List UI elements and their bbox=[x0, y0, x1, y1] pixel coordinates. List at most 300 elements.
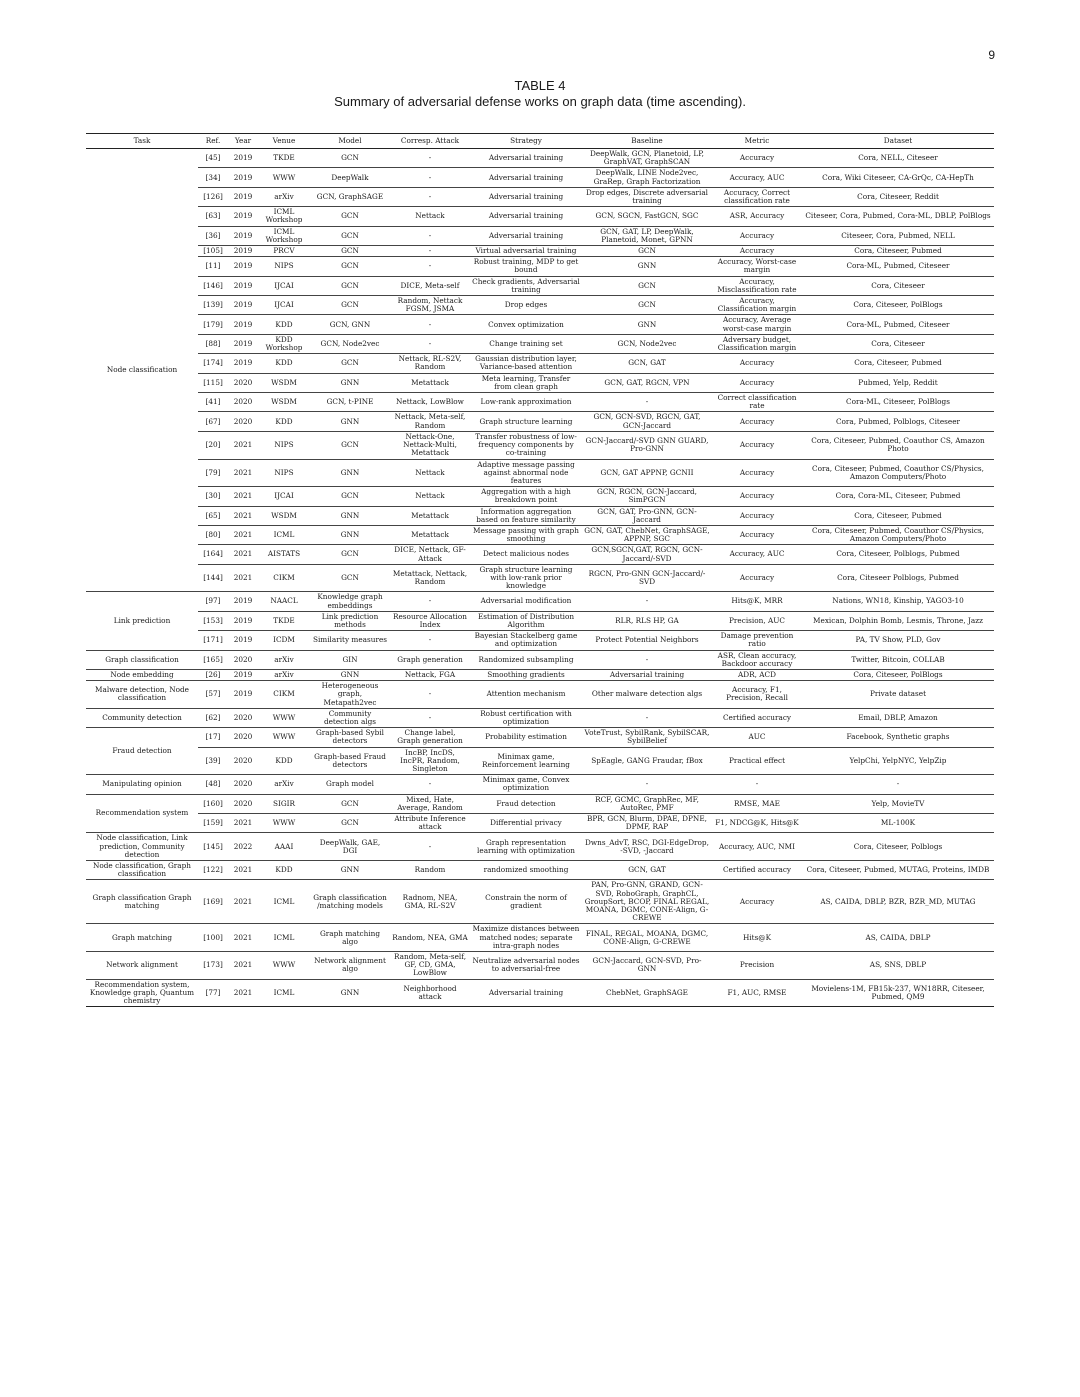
table-header-row bbox=[86, 134, 994, 149]
cell-year: 2019 bbox=[228, 187, 258, 206]
cell-strategy: Bayesian Stackelberg game and optimization bbox=[470, 631, 582, 650]
cell-venue: NIPS bbox=[258, 257, 310, 276]
cell-attack: Metattack bbox=[390, 525, 470, 544]
cell-venue: NIPS bbox=[258, 459, 310, 487]
cell-venue: ICDM bbox=[258, 631, 310, 650]
cell-metric: Certified accuracy bbox=[712, 861, 802, 880]
cell-venue: WWW bbox=[258, 814, 310, 833]
cell-ref: [122] bbox=[198, 861, 228, 880]
cell-ref: [153] bbox=[198, 611, 228, 630]
cell-ref: [34] bbox=[198, 168, 228, 187]
cell-task: Graph matching bbox=[86, 924, 198, 952]
cell-strategy: Convex optimization bbox=[470, 315, 582, 334]
cell-baseline: RLR, RLS HP, GA bbox=[582, 611, 712, 630]
table-row bbox=[86, 525, 994, 544]
cell-metric: Accuracy bbox=[712, 431, 802, 459]
cell-strategy: Randomized subsampling bbox=[470, 650, 582, 669]
cell-metric: Adversary budget, Classification margin bbox=[712, 334, 802, 353]
cell-metric: Accuracy bbox=[712, 880, 802, 924]
cell-metric: Accuracy bbox=[712, 149, 802, 168]
cell-baseline: SpEagle, GANG Fraudar, fBox bbox=[582, 747, 712, 775]
cell-strategy: Robust training, MDP to get bound bbox=[470, 257, 582, 276]
cell-attack: - bbox=[390, 334, 470, 353]
cell-strategy: Information aggregation based on feature similarity bbox=[470, 506, 582, 525]
cell-ref: [36] bbox=[198, 226, 228, 245]
table-row bbox=[86, 506, 994, 525]
cell-venue: WWW bbox=[258, 708, 310, 727]
cell-baseline: GCN-Jaccard/-SVD GNN GUARD, Pro-GNN bbox=[582, 431, 712, 459]
cell-year: 2020 bbox=[228, 412, 258, 431]
cell-attack: Attribute Inference attack bbox=[390, 814, 470, 833]
cell-strategy: Graph structure learning with low-rank prior knowledge bbox=[470, 564, 582, 592]
cell-venue: ICML Workshop bbox=[258, 226, 310, 245]
cell-dataset: AS, SNS, DBLP bbox=[802, 952, 994, 980]
cell-year: 2019 bbox=[228, 257, 258, 276]
cell-strategy: Message passing with graph smoothing bbox=[470, 525, 582, 544]
cell-task: Node embedding bbox=[86, 669, 198, 680]
header-task: Task bbox=[86, 134, 198, 149]
cell-year: 2021 bbox=[228, 924, 258, 952]
cell-metric: Hits@K, MRR bbox=[712, 592, 802, 611]
table-row bbox=[86, 775, 994, 794]
cell-baseline: GNN bbox=[582, 257, 712, 276]
cell-dataset: Cora-ML, Citeseer, PolBlogs bbox=[802, 393, 994, 412]
cell-year: 2019 bbox=[228, 681, 258, 709]
cell-model: Graph-based Fraud detectors bbox=[310, 747, 390, 775]
cell-ref: [173] bbox=[198, 952, 228, 980]
header-baseline: Baseline bbox=[582, 134, 712, 149]
cell-dataset: Private dataset bbox=[802, 681, 994, 709]
cell-model: GCN bbox=[310, 545, 390, 564]
cell-venue: arXiv bbox=[258, 650, 310, 669]
cell-ref: [144] bbox=[198, 564, 228, 592]
cell-attack: Resource Allocation Index bbox=[390, 611, 470, 630]
cell-ref: [30] bbox=[198, 487, 228, 506]
cell-metric: ASR, Clean accuracy, Backdoor accuracy bbox=[712, 650, 802, 669]
cell-year: 2019 bbox=[228, 334, 258, 353]
cell-attack: Random bbox=[390, 861, 470, 880]
cell-attack: IncBP, IncDS, IncPR, Random, Singleton bbox=[390, 747, 470, 775]
cell-venue: TKDE bbox=[258, 611, 310, 630]
cell-baseline: RGCN, Pro-GNN GCN-Jaccard/-SVD bbox=[582, 564, 712, 592]
cell-baseline: ChebNet, GraphSAGE bbox=[582, 979, 712, 1007]
cell-metric: Accuracy bbox=[712, 246, 802, 257]
cell-dataset: Pubmed, Yelp, Reddit bbox=[802, 373, 994, 392]
cell-model: Similarity measures bbox=[310, 631, 390, 650]
table-row bbox=[86, 257, 994, 276]
cell-dataset: Cora, Wiki Citeseer, CA-GrQc, CA-HepTh bbox=[802, 168, 994, 187]
cell-attack: Metattack bbox=[390, 373, 470, 392]
table-row bbox=[86, 747, 994, 775]
cell-task: Node classification bbox=[86, 149, 198, 592]
cell-venue: IJCAI bbox=[258, 296, 310, 315]
cell-attack: Nettack, Meta-self, Random bbox=[390, 412, 470, 431]
cell-attack: Nettack bbox=[390, 459, 470, 487]
cell-strategy: Estimation of Distribution Algorithm bbox=[470, 611, 582, 630]
table-row bbox=[86, 979, 994, 1007]
cell-metric: Practical effect bbox=[712, 747, 802, 775]
cell-ref: [171] bbox=[198, 631, 228, 650]
table-row bbox=[86, 487, 994, 506]
cell-metric: Accuracy, Classification margin bbox=[712, 296, 802, 315]
cell-model: GCN bbox=[310, 431, 390, 459]
cell-dataset: Yelp, MovieTV bbox=[802, 794, 994, 813]
cell-dataset: Cora, Citeseer, PolBlogs bbox=[802, 669, 994, 680]
cell-model: GNN bbox=[310, 373, 390, 392]
table-row bbox=[86, 246, 994, 257]
cell-year: 2019 bbox=[228, 276, 258, 295]
cell-attack: Graph generation bbox=[390, 650, 470, 669]
cell-attack: DICE, Meta-self bbox=[390, 276, 470, 295]
cell-year: 2019 bbox=[228, 354, 258, 373]
cell-year: 2021 bbox=[228, 459, 258, 487]
cell-metric: Accuracy, Correct classification rate bbox=[712, 187, 802, 206]
cell-strategy: Gaussian distribution layer, Variance-based attention bbox=[470, 354, 582, 373]
table-row bbox=[86, 334, 994, 353]
cell-baseline: GCN bbox=[582, 246, 712, 257]
cell-attack: Metattack, Nettack, Random bbox=[390, 564, 470, 592]
cell-task: Network alignment bbox=[86, 952, 198, 980]
cell-task: Malware detection, Node classification bbox=[86, 681, 198, 709]
cell-attack: Random, Meta-self, GF, CD, GMA, LowBlow bbox=[390, 952, 470, 980]
cell-ref: [11] bbox=[198, 257, 228, 276]
cell-metric: Accuracy bbox=[712, 459, 802, 487]
cell-attack: - bbox=[390, 149, 470, 168]
cell-ref: [164] bbox=[198, 545, 228, 564]
cell-baseline: - bbox=[582, 708, 712, 727]
cell-year: 2020 bbox=[228, 373, 258, 392]
cell-baseline: DeepWalk, LINE Node2vec, GraRep, Graph Factorization bbox=[582, 168, 712, 187]
cell-strategy: Change training set bbox=[470, 334, 582, 353]
table-label: TABLE 4 bbox=[514, 78, 566, 93]
table-row bbox=[86, 728, 994, 747]
cell-metric: ASR, Accuracy bbox=[712, 207, 802, 226]
cell-year: 2021 bbox=[228, 431, 258, 459]
cell-venue: ICML bbox=[258, 880, 310, 924]
cell-strategy: Minimax game, Convex optimization bbox=[470, 775, 582, 794]
cell-metric: Certified accuracy bbox=[712, 708, 802, 727]
cell-venue: arXiv bbox=[258, 669, 310, 680]
cell-strategy: Constrain the norm of gradient bbox=[470, 880, 582, 924]
cell-attack: Nettack, LowBlow bbox=[390, 393, 470, 412]
cell-dataset: Citeseer, Cora, Pubmed, Cora-ML, DBLP, PolBlogs bbox=[802, 207, 994, 226]
cell-ref: [17] bbox=[198, 728, 228, 747]
table-row bbox=[86, 168, 994, 187]
table-row bbox=[86, 669, 994, 680]
cell-metric: Accuracy bbox=[712, 506, 802, 525]
cell-strategy: Adversarial training bbox=[470, 187, 582, 206]
cell-year: 2019 bbox=[228, 669, 258, 680]
cell-attack: - bbox=[390, 631, 470, 650]
cell-venue: ICML bbox=[258, 979, 310, 1007]
cell-year: 2019 bbox=[228, 246, 258, 257]
table-row bbox=[86, 315, 994, 334]
cell-model: GNN bbox=[310, 669, 390, 680]
cell-attack: - bbox=[390, 187, 470, 206]
table-row bbox=[86, 592, 994, 611]
cell-metric: F1, AUC, RMSE bbox=[712, 979, 802, 1007]
cell-metric: Precision bbox=[712, 952, 802, 980]
cell-dataset: Facebook, Synthetic graphs bbox=[802, 728, 994, 747]
cell-metric: Accuracy, AUC bbox=[712, 545, 802, 564]
cell-metric: F1, NDCG@K, Hits@K bbox=[712, 814, 802, 833]
cell-venue: IJCAI bbox=[258, 276, 310, 295]
cell-attack: Random, NEA, GMA bbox=[390, 924, 470, 952]
cell-metric: Accuracy bbox=[712, 412, 802, 431]
cell-metric: Accuracy, Misclassification rate bbox=[712, 276, 802, 295]
cell-year: 2019 bbox=[228, 149, 258, 168]
cell-strategy: Virtual adversarial training bbox=[470, 246, 582, 257]
cell-strategy: Detect malicious nodes bbox=[470, 545, 582, 564]
cell-venue: WSDM bbox=[258, 393, 310, 412]
table-row bbox=[86, 354, 994, 373]
cell-strategy: Fraud detection bbox=[470, 794, 582, 813]
cell-venue: KDD bbox=[258, 412, 310, 431]
cell-year: 2021 bbox=[228, 952, 258, 980]
cell-ref: [174] bbox=[198, 354, 228, 373]
cell-venue: ICML Workshop bbox=[258, 207, 310, 226]
cell-strategy: Robust certification with optimization bbox=[470, 708, 582, 727]
cell-attack: DICE, Nettack, GF-Attack bbox=[390, 545, 470, 564]
cell-strategy: Adaptive message passing against abnormal node features bbox=[470, 459, 582, 487]
cell-strategy: Transfer robustness of low-frequency components by co-training bbox=[470, 431, 582, 459]
cell-strategy: Maximize distances between matched nodes; separate intra-graph nodes bbox=[470, 924, 582, 952]
cell-venue: CIKM bbox=[258, 564, 310, 592]
header-year: Year bbox=[228, 134, 258, 149]
cell-attack: - bbox=[390, 681, 470, 709]
cell-venue: NIPS bbox=[258, 431, 310, 459]
cell-model: GNN bbox=[310, 525, 390, 544]
table-row bbox=[86, 459, 994, 487]
cell-year: 2020 bbox=[228, 775, 258, 794]
cell-ref: [62] bbox=[198, 708, 228, 727]
cell-year: 2021 bbox=[228, 861, 258, 880]
cell-year: 2020 bbox=[228, 393, 258, 412]
header-metric: Metric bbox=[712, 134, 802, 149]
cell-venue: CIKM bbox=[258, 681, 310, 709]
cell-venue: ICML bbox=[258, 525, 310, 544]
cell-year: 2019 bbox=[228, 226, 258, 245]
cell-model: GCN bbox=[310, 487, 390, 506]
header-attack: Corresp. Attack bbox=[390, 134, 470, 149]
cell-dataset: YelpChi, YelpNYC, YelpZip bbox=[802, 747, 994, 775]
cell-ref: [65] bbox=[198, 506, 228, 525]
cell-dataset: Movielens-1M, FB15k-237, WN18RR, Citeseer, Pubmed, QM9 bbox=[802, 979, 994, 1007]
table-row bbox=[86, 545, 994, 564]
cell-model: GNN bbox=[310, 506, 390, 525]
cell-year: 2019 bbox=[228, 168, 258, 187]
cell-venue: WSDM bbox=[258, 373, 310, 392]
cell-strategy: Adversarial training bbox=[470, 226, 582, 245]
cell-strategy: Smoothing gradients bbox=[470, 669, 582, 680]
cell-model: GCN bbox=[310, 564, 390, 592]
cell-baseline: GCN, GAT, ChebNet, GraphSAGE, APPNP, SGC bbox=[582, 525, 712, 544]
table-caption bbox=[0, 78, 1080, 110]
table-row bbox=[86, 952, 994, 980]
cell-task: Recommendation system, Knowledge graph, Quantum chemistry bbox=[86, 979, 198, 1007]
cell-attack: - bbox=[390, 226, 470, 245]
cell-ref: [41] bbox=[198, 393, 228, 412]
cell-baseline: - bbox=[582, 393, 712, 412]
cell-attack: Change label, Graph generation bbox=[390, 728, 470, 747]
cell-ref: [126] bbox=[198, 187, 228, 206]
cell-year: 2022 bbox=[228, 833, 258, 861]
cell-venue: KDD bbox=[258, 315, 310, 334]
cell-year: 2021 bbox=[228, 979, 258, 1007]
table-row bbox=[86, 226, 994, 245]
cell-venue: arXiv bbox=[258, 187, 310, 206]
cell-model: GNN bbox=[310, 412, 390, 431]
cell-dataset: Email, DBLP, Amazon bbox=[802, 708, 994, 727]
cell-strategy: Drop edges bbox=[470, 296, 582, 315]
cell-venue: WWW bbox=[258, 728, 310, 747]
cell-metric: Hits@K bbox=[712, 924, 802, 952]
cell-baseline: GCN, GAT APPNP, GCNII bbox=[582, 459, 712, 487]
cell-venue: IJCAI bbox=[258, 487, 310, 506]
cell-attack: Nettack, RL-S2V, Random bbox=[390, 354, 470, 373]
cell-venue: WWW bbox=[258, 168, 310, 187]
cell-strategy: Graph representation learning with optimization bbox=[470, 833, 582, 861]
cell-dataset: Cora-ML, Pubmed, Citeseer bbox=[802, 257, 994, 276]
table-row bbox=[86, 611, 994, 630]
header-model: Model bbox=[310, 134, 390, 149]
cell-attack: - bbox=[390, 708, 470, 727]
cell-attack: - bbox=[390, 257, 470, 276]
cell-metric: - bbox=[712, 775, 802, 794]
cell-dataset: Cora, Citeseer, Pubmed bbox=[802, 246, 994, 257]
cell-baseline: - bbox=[582, 775, 712, 794]
cell-year: 2020 bbox=[228, 794, 258, 813]
cell-strategy: Adversarial modification bbox=[470, 592, 582, 611]
cell-dataset: Mexican, Dolphin Bomb, Lesmis, Throne, Jazz bbox=[802, 611, 994, 630]
cell-dataset: AS, CAIDA, DBLP, BZR, BZR_MD, MUTAG bbox=[802, 880, 994, 924]
cell-strategy: Minimax game, Reinforcement learning bbox=[470, 747, 582, 775]
cell-ref: [139] bbox=[198, 296, 228, 315]
cell-task: Fraud detection bbox=[86, 728, 198, 775]
header-dataset: Dataset bbox=[802, 134, 994, 149]
cell-metric: ADR, ACD bbox=[712, 669, 802, 680]
cell-metric: Accuracy bbox=[712, 354, 802, 373]
cell-baseline: Adversarial training bbox=[582, 669, 712, 680]
cell-ref: [105] bbox=[198, 246, 228, 257]
cell-baseline: Protect Potential Neighbors bbox=[582, 631, 712, 650]
cell-year: 2021 bbox=[228, 487, 258, 506]
table-row bbox=[86, 650, 994, 669]
cell-model: GNN bbox=[310, 979, 390, 1007]
cell-strategy: Neutralize adversarial nodes to adversarial-free bbox=[470, 952, 582, 980]
cell-dataset: Cora, Citeseer bbox=[802, 276, 994, 295]
cell-metric: Correct classification rate bbox=[712, 393, 802, 412]
cell-model: GCN bbox=[310, 296, 390, 315]
cell-baseline: - bbox=[582, 592, 712, 611]
cell-dataset: Cora, Citeseer Polblogs, Pubmed bbox=[802, 564, 994, 592]
cell-attack: - bbox=[390, 246, 470, 257]
cell-ref: [20] bbox=[198, 431, 228, 459]
cell-ref: [45] bbox=[198, 149, 228, 168]
cell-venue: PRCV bbox=[258, 246, 310, 257]
cell-baseline: GCN,SGCN,GAT, RGCN, GCN-Jaccard/-SVD bbox=[582, 545, 712, 564]
table-row bbox=[86, 412, 994, 431]
cell-model: Knowledge graph embeddings bbox=[310, 592, 390, 611]
cell-strategy: Graph structure learning bbox=[470, 412, 582, 431]
cell-venue: SIGIR bbox=[258, 794, 310, 813]
cell-attack: Radnom, NEA, GMA, RL-S2V bbox=[390, 880, 470, 924]
cell-ref: [39] bbox=[198, 747, 228, 775]
cell-attack: Random, Nettack FGSM, JSMA bbox=[390, 296, 470, 315]
cell-model: GCN bbox=[310, 257, 390, 276]
cell-attack: Nettack-One, Nettack-Multi, Metattack bbox=[390, 431, 470, 459]
cell-task: Node classification, Graph classification bbox=[86, 861, 198, 880]
cell-year: 2021 bbox=[228, 814, 258, 833]
cell-ref: [169] bbox=[198, 880, 228, 924]
cell-task: Graph classification bbox=[86, 650, 198, 669]
cell-model: GNN bbox=[310, 459, 390, 487]
cell-venue: KDD bbox=[258, 861, 310, 880]
cell-year: 2021 bbox=[228, 525, 258, 544]
cell-venue: NAACL bbox=[258, 592, 310, 611]
cell-strategy: Adversarial training bbox=[470, 979, 582, 1007]
cell-task: Community detection bbox=[86, 708, 198, 727]
cell-task: Link prediction bbox=[86, 592, 198, 650]
cell-year: 2019 bbox=[228, 631, 258, 650]
cell-baseline: GCN, Node2vec bbox=[582, 334, 712, 353]
cell-strategy: Adversarial training bbox=[470, 168, 582, 187]
cell-baseline: BPR, GCN, Blurm, DPAE, DPNE, DPMF, RAP bbox=[582, 814, 712, 833]
table-row bbox=[86, 861, 994, 880]
table-row bbox=[86, 814, 994, 833]
cell-strategy: Meta learning, Transfer from clean graph bbox=[470, 373, 582, 392]
cell-model: GCN bbox=[310, 276, 390, 295]
cell-model: GCN bbox=[310, 794, 390, 813]
cell-dataset: Cora, Citeseer, Polblogs, Pubmed bbox=[802, 545, 994, 564]
cell-ref: [100] bbox=[198, 924, 228, 952]
cell-model: Graph model bbox=[310, 775, 390, 794]
cell-model: DeepWalk bbox=[310, 168, 390, 187]
cell-model: Graph-based Sybil detectors bbox=[310, 728, 390, 747]
cell-ref: [179] bbox=[198, 315, 228, 334]
cell-metric: Accuracy bbox=[712, 226, 802, 245]
cell-attack: - bbox=[390, 315, 470, 334]
table-row bbox=[86, 708, 994, 727]
cell-model: DeepWalk, GAE, DGI bbox=[310, 833, 390, 861]
cell-attack: Mixed, Hate, Average, Random bbox=[390, 794, 470, 813]
cell-year: 2021 bbox=[228, 545, 258, 564]
cell-strategy: randomized smoothing bbox=[470, 861, 582, 880]
cell-venue: arXiv bbox=[258, 775, 310, 794]
table-row bbox=[86, 207, 994, 226]
cell-metric: RMSE, MAE bbox=[712, 794, 802, 813]
cell-metric: Accuracy, Worst-case margin bbox=[712, 257, 802, 276]
cell-model: Graph matching algo bbox=[310, 924, 390, 952]
cell-model: GCN, Node2vec bbox=[310, 334, 390, 353]
page-number: 9 bbox=[988, 48, 995, 62]
cell-venue: KDD Workshop bbox=[258, 334, 310, 353]
cell-model: GCN bbox=[310, 354, 390, 373]
table-row bbox=[86, 296, 994, 315]
cell-model: GCN, GNN bbox=[310, 315, 390, 334]
cell-venue: KDD bbox=[258, 747, 310, 775]
cell-baseline: GCN, GAT, LP, DeepWalk, Planetoid, Monet, GPNN bbox=[582, 226, 712, 245]
cell-dataset: Cora, Citeseer, Pubmed, Coauthor CS/Physics, Amazon Computers/Photo bbox=[802, 525, 994, 544]
cell-model: Network alignment algo bbox=[310, 952, 390, 980]
cell-task: Graph classification Graph matching bbox=[86, 880, 198, 924]
cell-dataset: Nations, WN18, Kinship, YAGO3-10 bbox=[802, 592, 994, 611]
cell-task: Node classification, Link prediction, Community detection bbox=[86, 833, 198, 861]
cell-attack: Metattack bbox=[390, 506, 470, 525]
cell-strategy: Differential privacy bbox=[470, 814, 582, 833]
cell-year: 2020 bbox=[228, 728, 258, 747]
cell-metric: Damage prevention ratio bbox=[712, 631, 802, 650]
